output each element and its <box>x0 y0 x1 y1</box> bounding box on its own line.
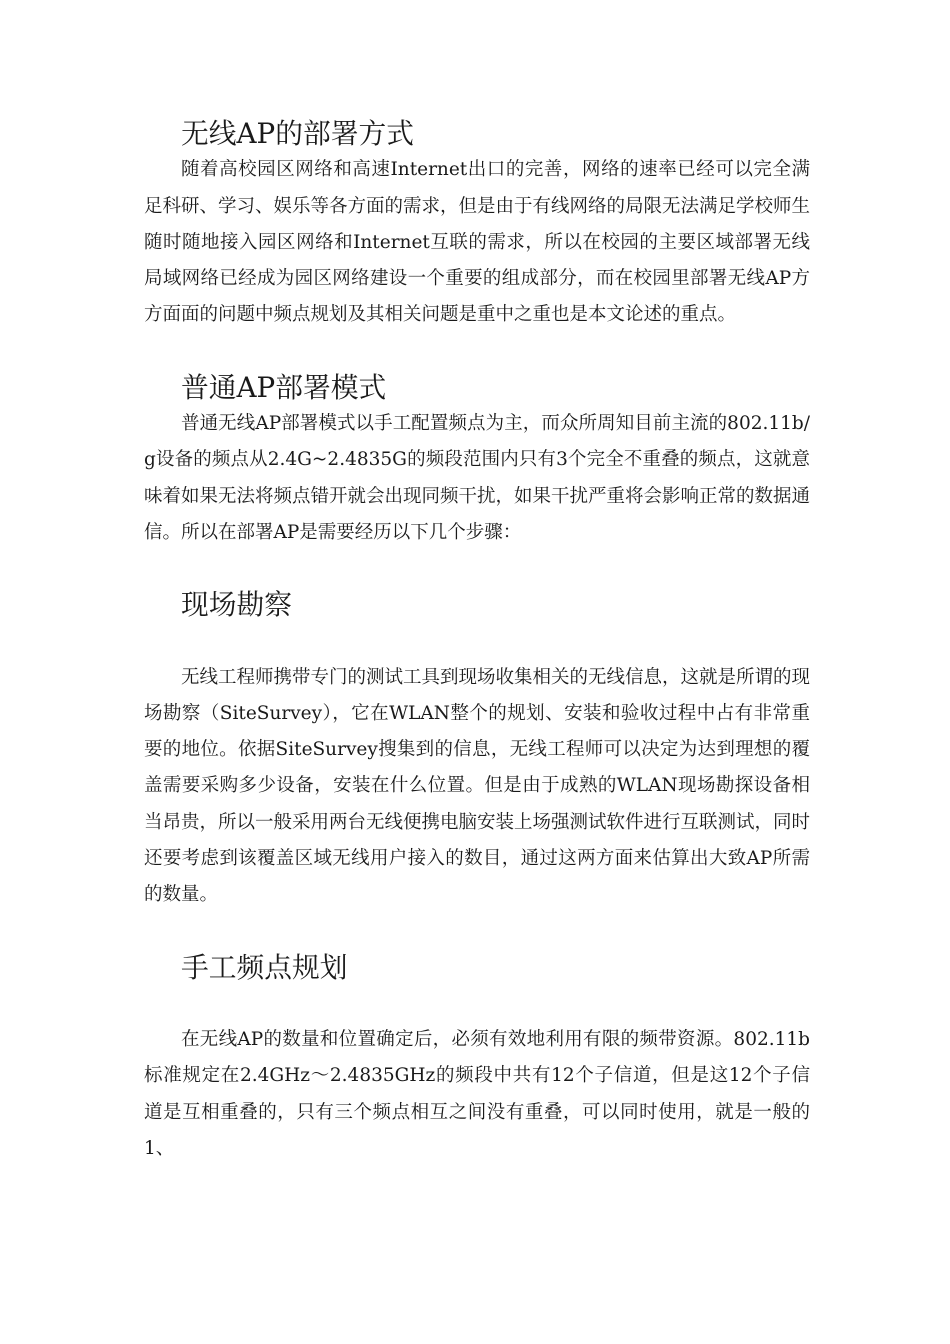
section-gap <box>144 551 810 587</box>
section-paragraph-site-survey: 无线工程师携带专门的测试工具到现场收集相关的无线信息，这就是所谓的现场勘察（SiteSurvey），它在WLAN整个的规划、安装和验收过程中占有非常重要的地位。依据SiteSurvey搜集到的信息，无线工程师可以决定为达到理想的覆盖需要采购多少设备，安装在什么位置。但是由于成熟的WLAN现场勘探设备相当昂贵，所以一般采用两台无线便携电脑安装上场强测试软件进行互联测试，同时还要考虑到该覆盖区域无线用户接入的数目，通过这两方面来估算出大致AP所需的数量。 <box>144 666 811 906</box>
section-heading-ap-deployment: 无线AP的部署方式 <box>181 117 414 150</box>
section-heading-site-survey: 现场勘察 <box>181 588 293 622</box>
section-heading-normal-ap-mode: 普通AP部署模式 <box>181 370 387 404</box>
heading-gap <box>144 624 810 660</box>
section-paragraph-manual-channel-planning: 在无线AP的数量和位置确定后，必须有效地利用有限的频带资源。802.11b标准规定在2.4GHz～2.4835GHz的频段中共有12个子信道，但是这12个子信道是互相重叠的，只有三个频点相互之间没有重叠，可以同时使用，就是一般的1、 <box>144 1028 810 1159</box>
section-paragraph-normal-ap-mode: 普通无线AP部署模式以手工配置频点为主，而众所周知目前主流的802.11b/g设备的频点从2.4G~2.4835G的频段范围内只有3个完全不重叠的频点，这就意味着如果无法将频点错开就会出现同频干扰，如果干扰严重将会影响正常的数据通信。所以在部署AP是需要经历以下几个步骤： <box>144 413 811 543</box>
section-heading-manual-channel-planning: 手工频点规划 <box>181 950 348 984</box>
section-gap <box>144 914 810 950</box>
section-paragraph-ap-deployment: 随着高校园区网络和高速Internet出口的完善，网络的速率已经可以完全满足科研、学习、娱乐等各方面的需求，但是由于有线网络的局限无法满足学校师生随时随地接入园区网络和Internet互联的需求，所以在校园的主要区域部署无线局域网络已经成为园区网络建设一个重要的组成部分，而在校园里部署无线AP方方面面的问题中频点规划及其相关问题是重中之重也是本文论述的重点。 <box>144 159 811 326</box>
document-body <box>144 116 810 1167</box>
heading-gap <box>144 986 810 1022</box>
section-gap <box>144 334 810 370</box>
